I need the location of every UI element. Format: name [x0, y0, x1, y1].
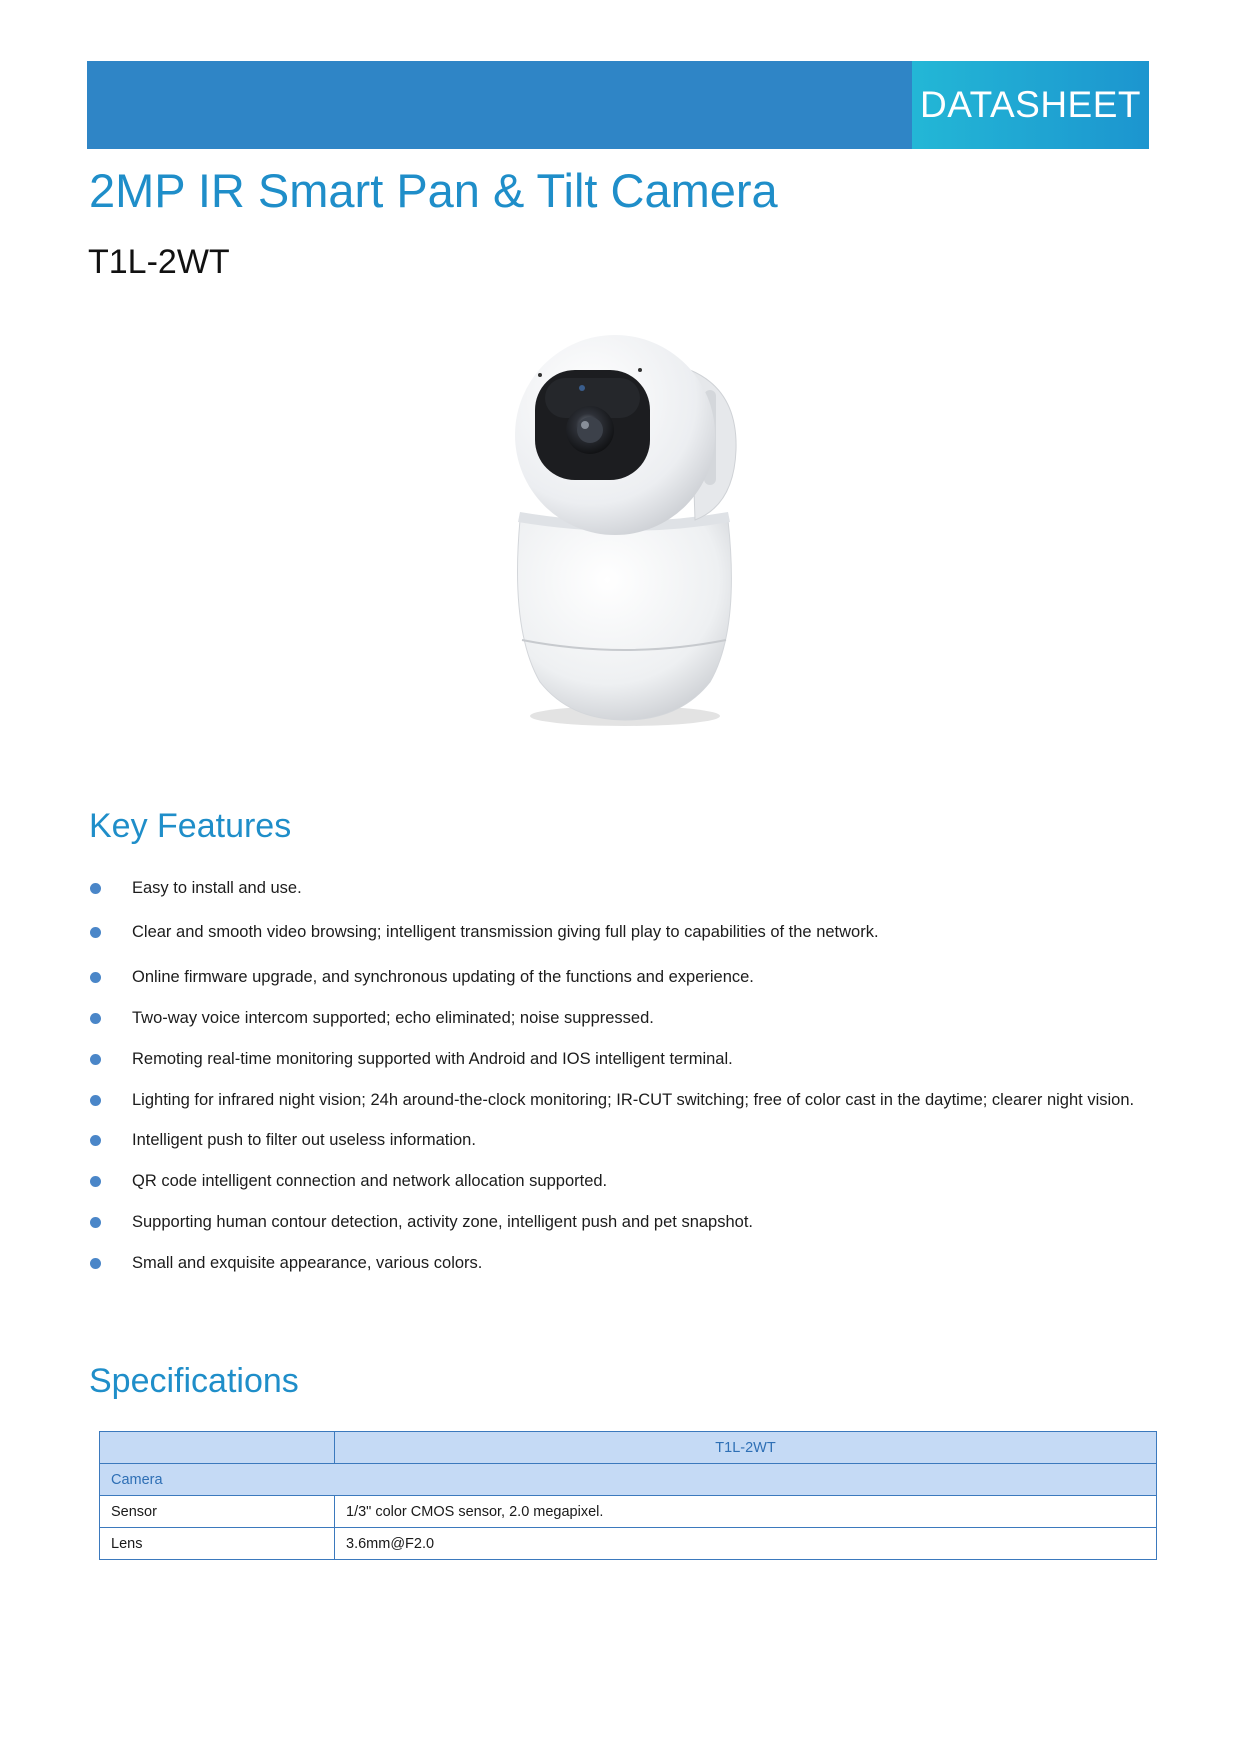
feature-item: Two-way voice intercom supported; echo eliminated; noise suppressed. — [88, 1002, 1148, 1035]
feature-item: Lighting for infrared night vision; 24h around-the-clock monitoring; IR-CUT switching; free of color cast in the daytime; clearer night vision. — [88, 1084, 1148, 1117]
feature-item: Supporting human contour detection, activity zone, intelligent push and pet snapshot. — [88, 1206, 1148, 1239]
spec-value: 1/3" color CMOS sensor, 2.0 megapixel. — [335, 1496, 1157, 1528]
datasheet-label: DATASHEET — [912, 61, 1149, 149]
feature-item: Online firmware upgrade, and synchronous updating of the functions and experience. — [88, 961, 1148, 994]
header-empty-cell — [100, 1432, 335, 1464]
key-features-heading: Key Features — [89, 807, 292, 845]
table-group-row — [100, 1464, 1157, 1496]
specifications-heading: Specifications — [89, 1362, 299, 1400]
specifications-table — [99, 1431, 1157, 1560]
feature-item: QR code intelligent connection and network allocation supported. — [88, 1165, 1148, 1198]
product-model: T1L-2WT — [88, 243, 230, 281]
camera-product-image — [490, 330, 750, 730]
header-banner — [87, 61, 1149, 149]
feature-item: Clear and smooth video browsing; intelligent transmission giving full play to capabilities of the network. — [88, 916, 1148, 949]
key-features-list — [88, 872, 1148, 1280]
feature-item: Small and exquisite appearance, various colors. — [88, 1247, 1148, 1280]
product-title: 2MP IR Smart Pan & Tilt Camera — [89, 164, 778, 217]
feature-item: Intelligent push to filter out useless information. — [88, 1124, 1148, 1157]
table-row — [100, 1496, 1157, 1528]
table-header-row — [100, 1432, 1157, 1464]
table-row — [100, 1528, 1157, 1560]
spec-value: 3.6mm@F2.0 — [335, 1528, 1157, 1560]
feature-item: Remoting real-time monitoring supported with Android and IOS intelligent terminal. — [88, 1043, 1148, 1076]
group-camera-cell: Camera — [100, 1464, 1157, 1496]
spec-label: Sensor — [100, 1496, 335, 1528]
header-model-cell: T1L-2WT — [335, 1432, 1157, 1464]
feature-item: Easy to install and use. — [88, 872, 1148, 905]
spec-label: Lens — [100, 1528, 335, 1560]
